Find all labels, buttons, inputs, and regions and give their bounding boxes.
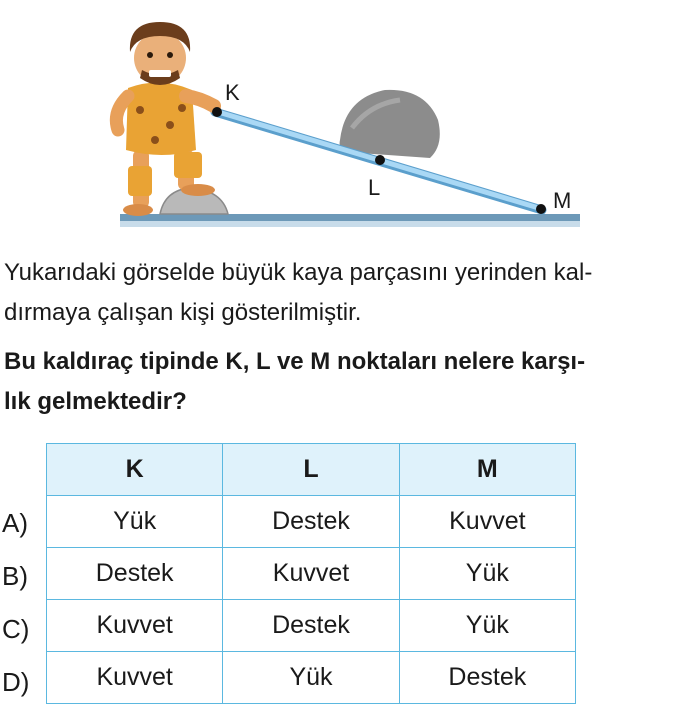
table-cell: Kuvvet — [47, 652, 223, 704]
question-text: Bu kaldıraç tipinde K, L ve M noktaları nelere karşı- lık gelmektedir? — [4, 348, 586, 415]
ground-line — [120, 214, 580, 221]
option-label-b[interactable]: B) — [2, 561, 28, 591]
point-l — [375, 155, 385, 165]
table-cell: Yük — [223, 652, 399, 704]
point-m — [536, 204, 546, 214]
description-paragraph: Yukarıdaki görselde büyük kaya parçasını yerinden kal- dırmaya çalışan kişi gösterilmiştir. — [4, 259, 593, 326]
point-k — [212, 107, 222, 117]
table-row-d[interactable] — [47, 652, 576, 704]
option-labels — [2, 497, 42, 709]
table-row-a[interactable] — [47, 496, 576, 548]
label-m: M — [553, 188, 572, 213]
table-row-b[interactable] — [47, 548, 576, 600]
header-m: M — [399, 444, 575, 496]
option-label-d[interactable]: D) — [2, 667, 30, 697]
table-cell: Kuvvet — [47, 600, 223, 652]
option-label-a[interactable]: A) — [2, 508, 28, 538]
table-cell: Destek — [223, 600, 399, 652]
header-k: K — [47, 444, 223, 496]
table-cell: Kuvvet — [223, 548, 399, 600]
table-cell: Destek — [399, 652, 575, 704]
table-cell: Yük — [47, 496, 223, 548]
table-header-row — [47, 444, 576, 496]
answer-table — [46, 443, 576, 704]
lever-illustration — [0, 0, 695, 240]
lever-diagram — [0, 0, 695, 240]
table-cell: Kuvvet — [399, 496, 575, 548]
caveman — [116, 22, 215, 216]
table-cell: Destek — [47, 548, 223, 600]
label-l: L — [368, 175, 381, 200]
header-l: L — [223, 444, 399, 496]
label-k: K — [225, 80, 240, 105]
option-label-c[interactable]: C) — [2, 614, 30, 644]
table-row-c[interactable] — [47, 600, 576, 652]
table-cell: Yük — [399, 600, 575, 652]
table-cell: Yük — [399, 548, 575, 600]
table-cell: Destek — [223, 496, 399, 548]
